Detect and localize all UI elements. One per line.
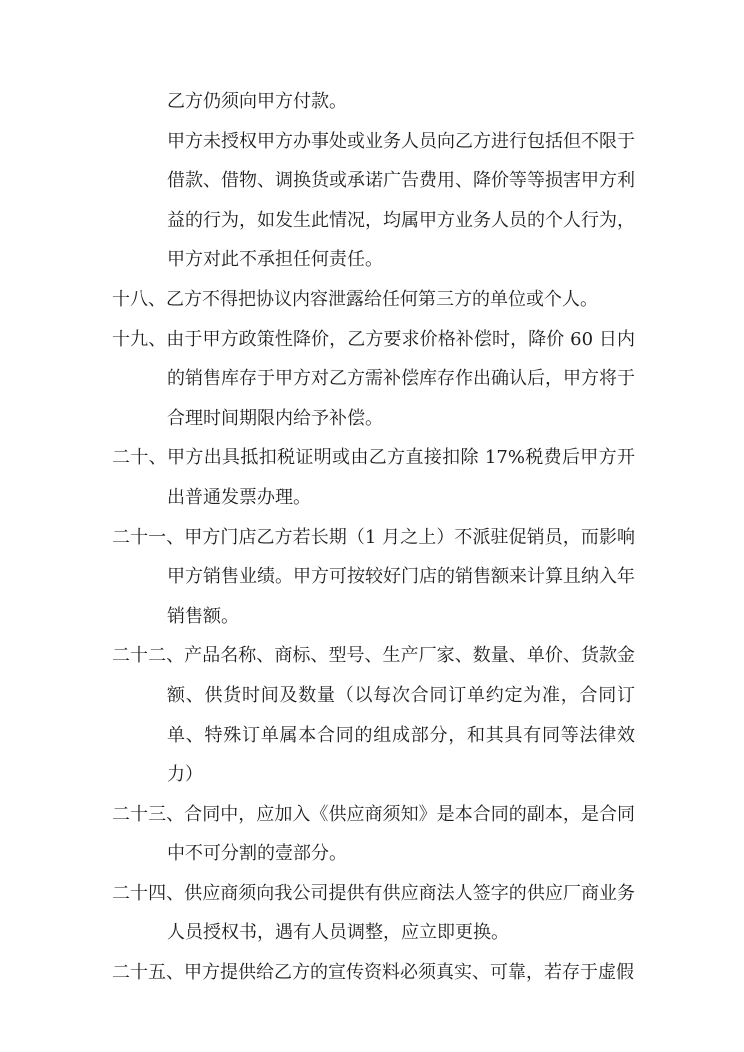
clause bbox=[112, 953, 635, 993]
clause bbox=[112, 320, 635, 439]
clause-text: 甲方提供给乙方的宣传资料必须真实、可靠，若存于虚假 bbox=[184, 962, 634, 984]
clause bbox=[112, 280, 635, 320]
clause bbox=[112, 438, 635, 517]
clause-number: 十八、 bbox=[112, 288, 166, 310]
clause-text: 乙方不得把协议内容泄露给任何第三方的单位或个人。 bbox=[166, 288, 598, 310]
clause-text: 甲方出具抵扣税证明或由乙方直接扣除 17%税费后甲方开出普通发票办理。 bbox=[167, 447, 635, 508]
clause bbox=[112, 518, 635, 637]
clause bbox=[112, 636, 635, 794]
clause-number: 二十三、 bbox=[112, 803, 185, 825]
clause-text: 由于甲方政策性降价，乙方要求价格补偿时，降价 60 日内的销售库存于甲方对乙方需补偿库存作出确认后，甲方将于合理时间期限内给予补偿。 bbox=[166, 328, 635, 429]
clause-number: 二十五、 bbox=[112, 962, 184, 984]
clause-number: 十九、 bbox=[112, 328, 167, 350]
clause-text: 甲方未授权甲方办事处或业务人员向乙方进行包括但不限于借款、借物、调换货或承诺广告费用、降价等等损害甲方利益的行为，如发生此情况，均属甲方业务人员的个人行为，甲方对此不承担任何责任。 bbox=[167, 130, 635, 271]
clause-number: 二十四、 bbox=[112, 882, 185, 904]
clause-number: 二十、 bbox=[112, 447, 168, 469]
clause-text: 合同中，应加入《供应商须知》是本合同的副本，是合同中不可分割的壹部分。 bbox=[167, 803, 636, 865]
clause-text: 甲方门店乙方若长期（1 月之上）不派驻促销员，而影响甲方销售业绩。甲方可按较好门店的销售额来计算且纳入年销售额。 bbox=[167, 526, 636, 627]
document-body bbox=[112, 82, 635, 993]
clause-text: 供应商须向我公司提供有供应商法人签字的供应厂商业务人员授权书，遇有人员调整，应立即更换。 bbox=[167, 882, 636, 944]
clause bbox=[112, 795, 635, 874]
clause-text: 产品名称、商标、型号、生产厂家、数量、单价、货款金额、供货时间及数量（以每次合同订单约定为准，合同订单、特殊订单属本合同的组成部分，和其具有同等法律效力） bbox=[167, 645, 636, 786]
clause-number: 二十一、 bbox=[112, 526, 185, 548]
clause-text: 乙方仍须向甲方付款。 bbox=[167, 91, 347, 112]
clause bbox=[112, 874, 635, 953]
clause-number: 二十二、 bbox=[112, 645, 185, 667]
clause bbox=[112, 82, 635, 122]
clause bbox=[112, 122, 635, 280]
